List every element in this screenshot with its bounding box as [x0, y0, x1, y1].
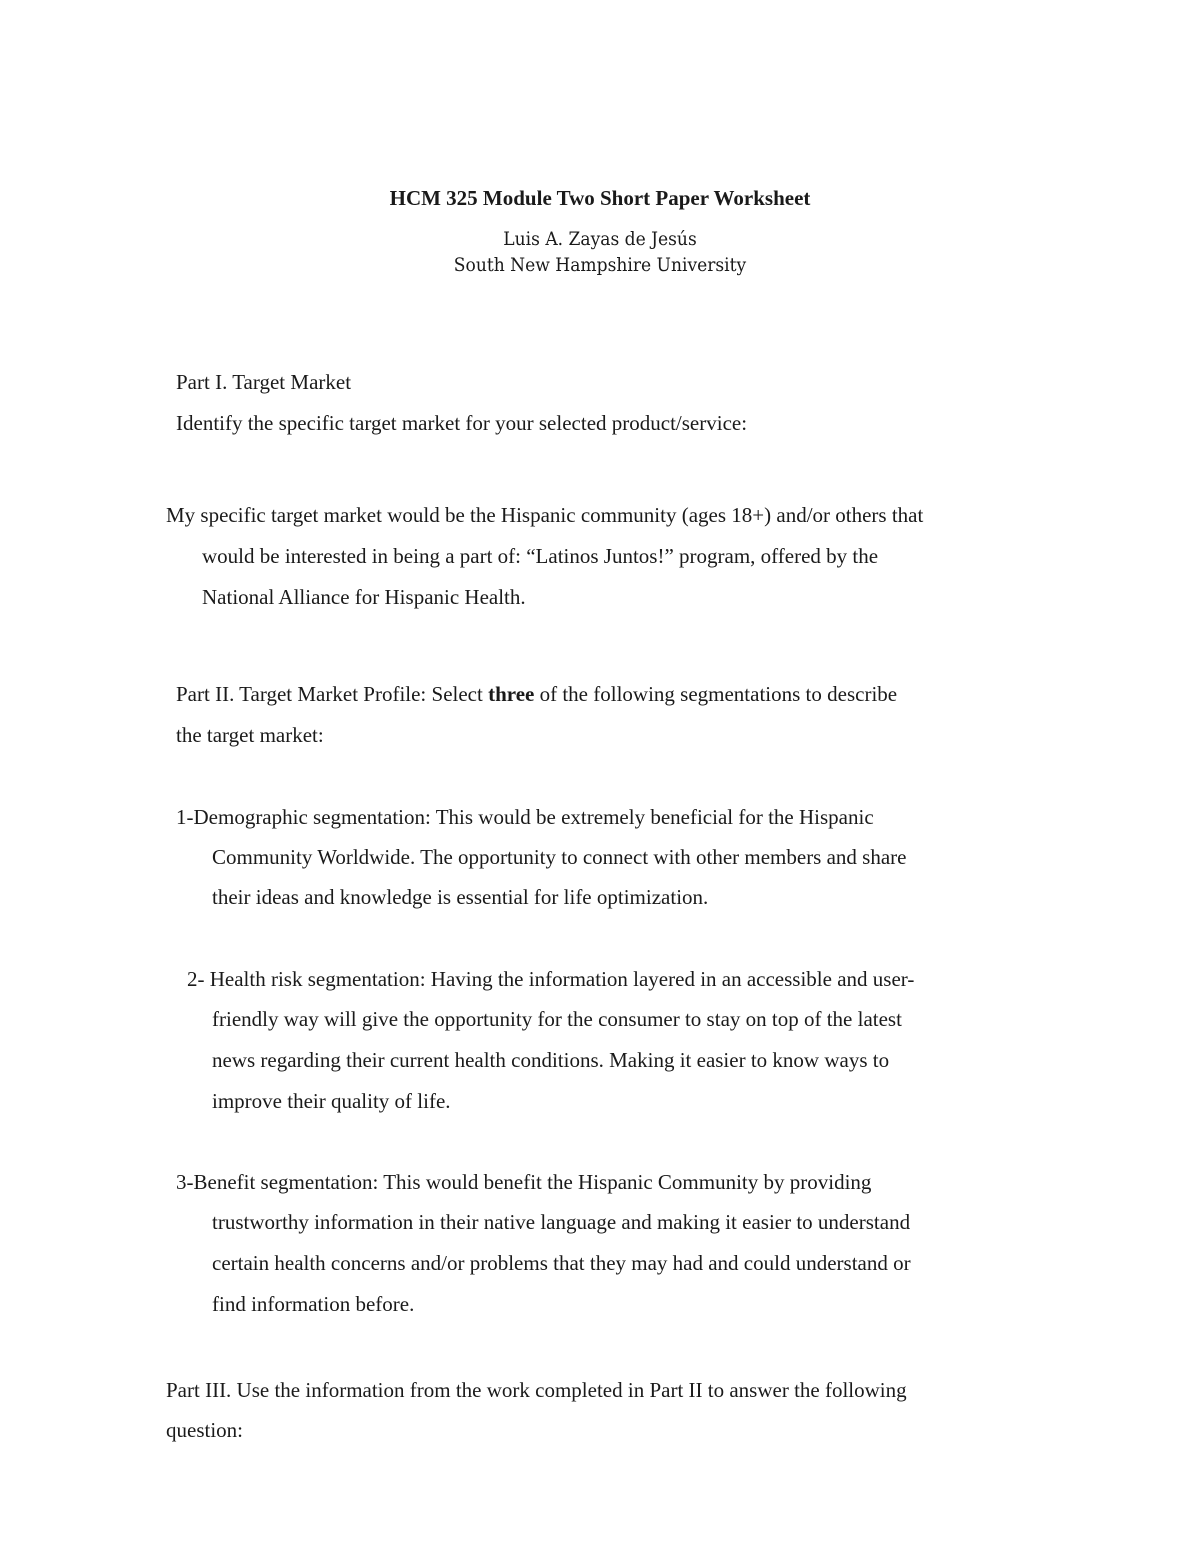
part2-heading: [176, 684, 897, 705]
segment-item-3-line: certain health concerns and/or problems that they may had and could understand or: [212, 1251, 911, 1275]
segment-item-2-line: improve their quality of life.: [212, 1089, 451, 1113]
segment-item-3-line: 3-Benefit segmentation: This would benefit the Hispanic Community by providing: [176, 1170, 872, 1194]
segment-item-3-line: find information before.: [212, 1292, 415, 1316]
part2-heading-post: of the following segmentations to describe: [534, 682, 898, 706]
segment-item-1-line: Community Worldwide. The opportunity to connect with other members and share: [212, 845, 907, 869]
author-name: Luis A. Zayas de Jesús: [503, 228, 697, 250]
segment-item-2-line: friendly way will give the opportunity for the consumer to stay on top of the latest: [212, 1007, 902, 1031]
page-title: HCM 325 Module Two Short Paper Worksheet: [389, 186, 811, 210]
part1-answer-line: would be interested in being a part of: “Latinos Juntos!” program, offered by the: [202, 544, 879, 568]
part1-answer-line: National Alliance for Hispanic Health.: [202, 585, 526, 609]
part1-answer-line: My specific target market would be the Hispanic community (ages 18+) and/or others that: [166, 503, 924, 527]
part3-heading: Part III. Use the information from the work completed in Part II to answer the following: [166, 1378, 907, 1402]
part1-heading: Part I. Target Market: [176, 370, 352, 394]
part2-heading-bold: three: [488, 682, 535, 706]
part2-heading-line2: the target market:: [176, 723, 324, 747]
part1-prompt: Identify the specific target market for your selected product/service:: [176, 411, 748, 435]
segment-item-3-line: trustworthy information in their native language and making it easier to understand: [212, 1210, 911, 1234]
segment-item-1-line: their ideas and knowledge is essential for life optimization.: [212, 885, 709, 909]
part3-heading-line2: question:: [166, 1418, 243, 1442]
school-name: South New Hampshire University: [453, 254, 747, 276]
segment-item-1-line: 1-Demographic segmentation: This would be extremely beneficial for the Hispanic: [176, 805, 874, 829]
segment-item-2-line: news regarding their current health conditions. Making it easier to know ways to: [212, 1048, 890, 1072]
segment-item-2-line: 2- Health risk segmentation: Having the information layered in an accessible and user-: [187, 967, 915, 991]
part2-heading-pre: Part II. Target Market Profile: Select: [176, 682, 489, 706]
